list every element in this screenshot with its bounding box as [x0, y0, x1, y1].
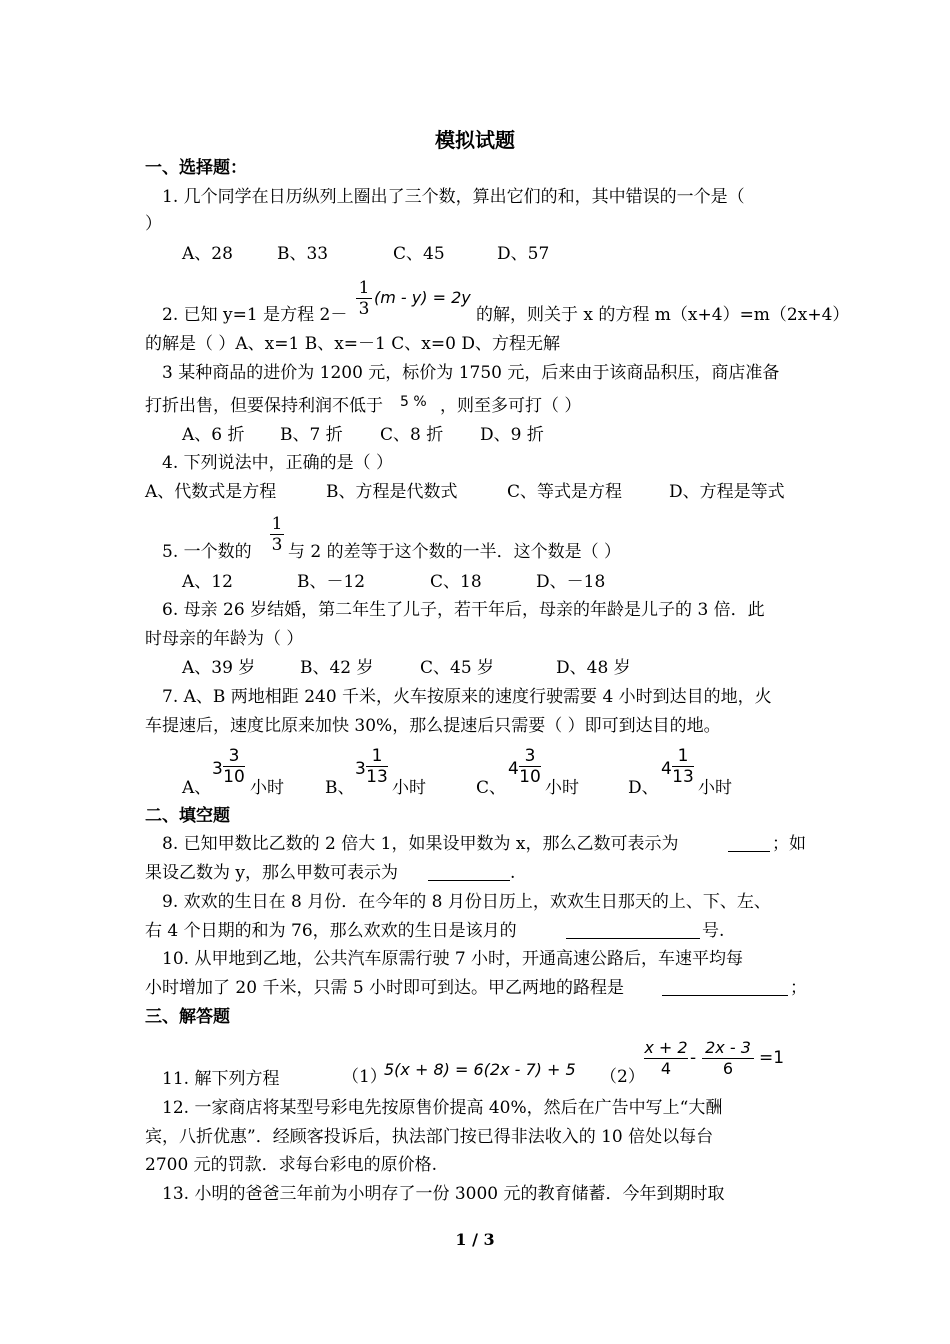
question-8-text-end: . [510, 863, 516, 883]
q11-minus-sign: - [690, 1048, 697, 1068]
q8-blank-1 [728, 851, 770, 852]
q3-percent: 5 % [400, 394, 427, 410]
question-8-text-mid: ；如 [772, 834, 806, 854]
question-8-text: 8. 已知甲数比乙数的 2 倍大 1，如果设甲数为 x，那么乙数可表示为 [162, 834, 679, 854]
q7-option-c-numerator: 3 [524, 746, 536, 766]
q7-option-a-letter: A、 [182, 778, 212, 798]
question-12-text: 12. 一家商店将某型号彩电先按原售价提高 40%，然后在广告中写上“大酬 [162, 1098, 723, 1118]
question-3-text-end: ，则至多可打（ ） [440, 396, 582, 416]
q6-option-b: B、42 岁 [300, 658, 374, 678]
question-2-suffix: 的解，则关于 x 的方程 m（x+4）=m（2x+4） [476, 305, 850, 325]
q7-option-a-unit: 小时 [250, 778, 284, 798]
page-number: 1 / 3 [455, 1230, 495, 1249]
q2-fraction-numerator: 1 [358, 278, 370, 298]
q3-option-c: C、8 折 [380, 425, 444, 445]
q5-fraction [270, 514, 284, 555]
q7-option-c-denominator: 10 [519, 767, 541, 787]
section-heading-solve: 三、解答题 [145, 1007, 230, 1027]
q1-option-a: A、28 [182, 244, 233, 264]
section-heading-fill: 二、填空题 [145, 806, 230, 826]
q4-option-a: A、代数式是方程 [145, 482, 277, 502]
q1-option-b: B、33 [277, 244, 329, 264]
q11-fraction-2-numerator: 2x - 3 [705, 1038, 751, 1057]
question-2-text-cont: 的解是（ ）A、x=1 B、x=－1 C、x=0 D、方程无解 [145, 334, 560, 354]
question-7-text: 7. A、B 两地相距 240 千米，火车按原来的速度行驶需要 4 小时到达目的地，火 [162, 687, 772, 707]
q6-option-d: D、48 岁 [556, 658, 631, 678]
q11-fraction-2-denominator: 6 [702, 1058, 754, 1079]
q3-option-b: B、7 折 [280, 425, 343, 445]
q7-option-a-whole: 3 [212, 759, 223, 779]
question-9-text-cont: 右 4 个日期的和为 76，那么欢欢的生日是该月的 [145, 921, 517, 941]
q11-equals-one: =1 [759, 1048, 785, 1068]
q11-fraction-2 [702, 1038, 754, 1079]
q4-option-b: B、方程是代数式 [326, 482, 458, 502]
section-heading-choice: 一、选择题： [145, 158, 247, 178]
question-13-text: 13. 小明的爸爸三年前为小明存了一份 3000 元的教育储蓄．今年到期时取 [162, 1184, 725, 1204]
question-10-text-end: ； [790, 978, 807, 998]
q7-option-a-numerator: 3 [228, 746, 240, 766]
q4-option-c: C、等式是方程 [507, 482, 623, 502]
question-9-text: 9. 欢欢的生日在 8 月份．在今年的 8 月份日历上，欢欢生日那天的上、下、左、 [162, 892, 771, 912]
q5-option-d: D、－18 [536, 572, 606, 592]
question-7-text-cont: 车提速后，速度比原来加快 30%，那么提速后只需要（ ）即可到达目的地。 [145, 716, 721, 736]
q3-option-a: A、6 折 [182, 425, 245, 445]
q10-blank [662, 995, 788, 996]
q7-option-c-unit: 小时 [545, 778, 579, 798]
q11-equation-1: 5(x + 8) = 6(2x - 7) + 5 [384, 1060, 576, 1079]
q2-equation: (m - y) = 2y [374, 288, 471, 307]
q11-part-1-label: （1） [342, 1067, 387, 1087]
q7-option-c-letter: C、 [476, 778, 507, 798]
q7-option-b-fraction [366, 746, 388, 787]
q3-option-d: D、9 折 [480, 425, 544, 445]
question-5-suffix: 与 2 的差等于这个数的一半．这个数是（ ） [288, 542, 622, 562]
question-3-text: 3 某种商品的进价为 1200 元，标价为 1750 元，后来由于该商品积压，商店准备 [162, 363, 780, 383]
page-title: 模拟试题 [435, 128, 515, 152]
q7-option-b-denominator: 13 [366, 767, 388, 787]
q4-option-d: D、方程是等式 [669, 482, 785, 502]
q7-option-d-whole: 4 [661, 759, 672, 779]
q8-blank-2 [428, 880, 510, 881]
question-11-text: 11. 解下列方程 [162, 1069, 280, 1089]
q5-fraction-denominator: 3 [271, 535, 283, 555]
question-12-text-end: 2700 元的罚款．求每台彩电的原价格. [145, 1155, 438, 1175]
q7-option-c-fraction [519, 746, 541, 787]
q11-fraction-1-denominator: 4 [644, 1058, 688, 1079]
question-3-text-cont: 打折出售，但要保持利润不低于 [145, 396, 383, 416]
question-5-prefix: 5. 一个数的 [162, 542, 252, 562]
q7-option-b-numerator: 1 [371, 746, 383, 766]
q5-option-b: B、－12 [297, 572, 366, 592]
q5-fraction-numerator: 1 [271, 514, 283, 534]
q11-fraction-1-numerator: x + 2 [644, 1038, 688, 1057]
q7-option-b-whole: 3 [355, 759, 366, 779]
question-2-prefix: 2. 已知 y=1 是方程 2－ [162, 305, 348, 325]
q7-option-d-numerator: 1 [677, 746, 689, 766]
question-1-text-cont: ） [145, 214, 162, 234]
q7-option-b-letter: B、 [325, 778, 355, 798]
q7-option-d-unit: 小时 [698, 778, 732, 798]
q6-option-a: A、39 岁 [182, 658, 256, 678]
question-9-text-end: 号. [702, 921, 725, 941]
q6-option-c: C、45 岁 [420, 658, 495, 678]
q11-part-2-label: （2） [600, 1067, 645, 1087]
question-1-text: 1. 几个同学在日历纵列上圈出了三个数，算出它们的和，其中错误的一个是（ [162, 187, 745, 207]
q7-option-b-unit: 小时 [392, 778, 426, 798]
q7-option-a-denominator: 10 [223, 767, 245, 787]
q2-fraction-denominator: 3 [356, 298, 372, 319]
q1-option-d: D、57 [497, 244, 550, 264]
q7-option-d-letter: D、 [628, 778, 659, 798]
question-6-text-cont: 时母亲的年龄为（ ） [145, 629, 304, 649]
q2-fraction [356, 278, 372, 319]
q5-option-c: C、18 [430, 572, 482, 592]
question-10-text-cont: 小时增加了 20 千米，只需 5 小时即可到达。甲乙两地的路程是 [145, 978, 625, 998]
q5-option-a: A、12 [182, 572, 233, 592]
question-8-text-cont: 果设乙数为 y，那么甲数可表示为 [145, 863, 399, 883]
question-6-text: 6. 母亲 26 岁结婚，第二年生了儿子，若干年后，母亲的年龄是儿子的 3 倍．此 [162, 600, 765, 620]
q9-blank [566, 938, 700, 939]
q7-option-d-fraction [672, 746, 694, 787]
q7-option-a-fraction [223, 746, 245, 787]
q1-option-c: C、45 [393, 244, 445, 264]
q7-option-d-denominator: 13 [672, 767, 694, 787]
q11-fraction-1 [644, 1038, 688, 1079]
question-4-text: 4. 下列说法中，正确的是（ ） [162, 453, 394, 473]
question-12-text-cont: 宾，八折优惠”．经顾客投诉后，执法部门按已得非法收入的 10 倍处以每台 [145, 1127, 714, 1147]
question-10-text: 10. 从甲地到乙地，公共汽车原需行驶 7 小时，开通高速公路后，车速平均每 [162, 949, 744, 969]
q7-option-c-whole: 4 [508, 759, 519, 779]
